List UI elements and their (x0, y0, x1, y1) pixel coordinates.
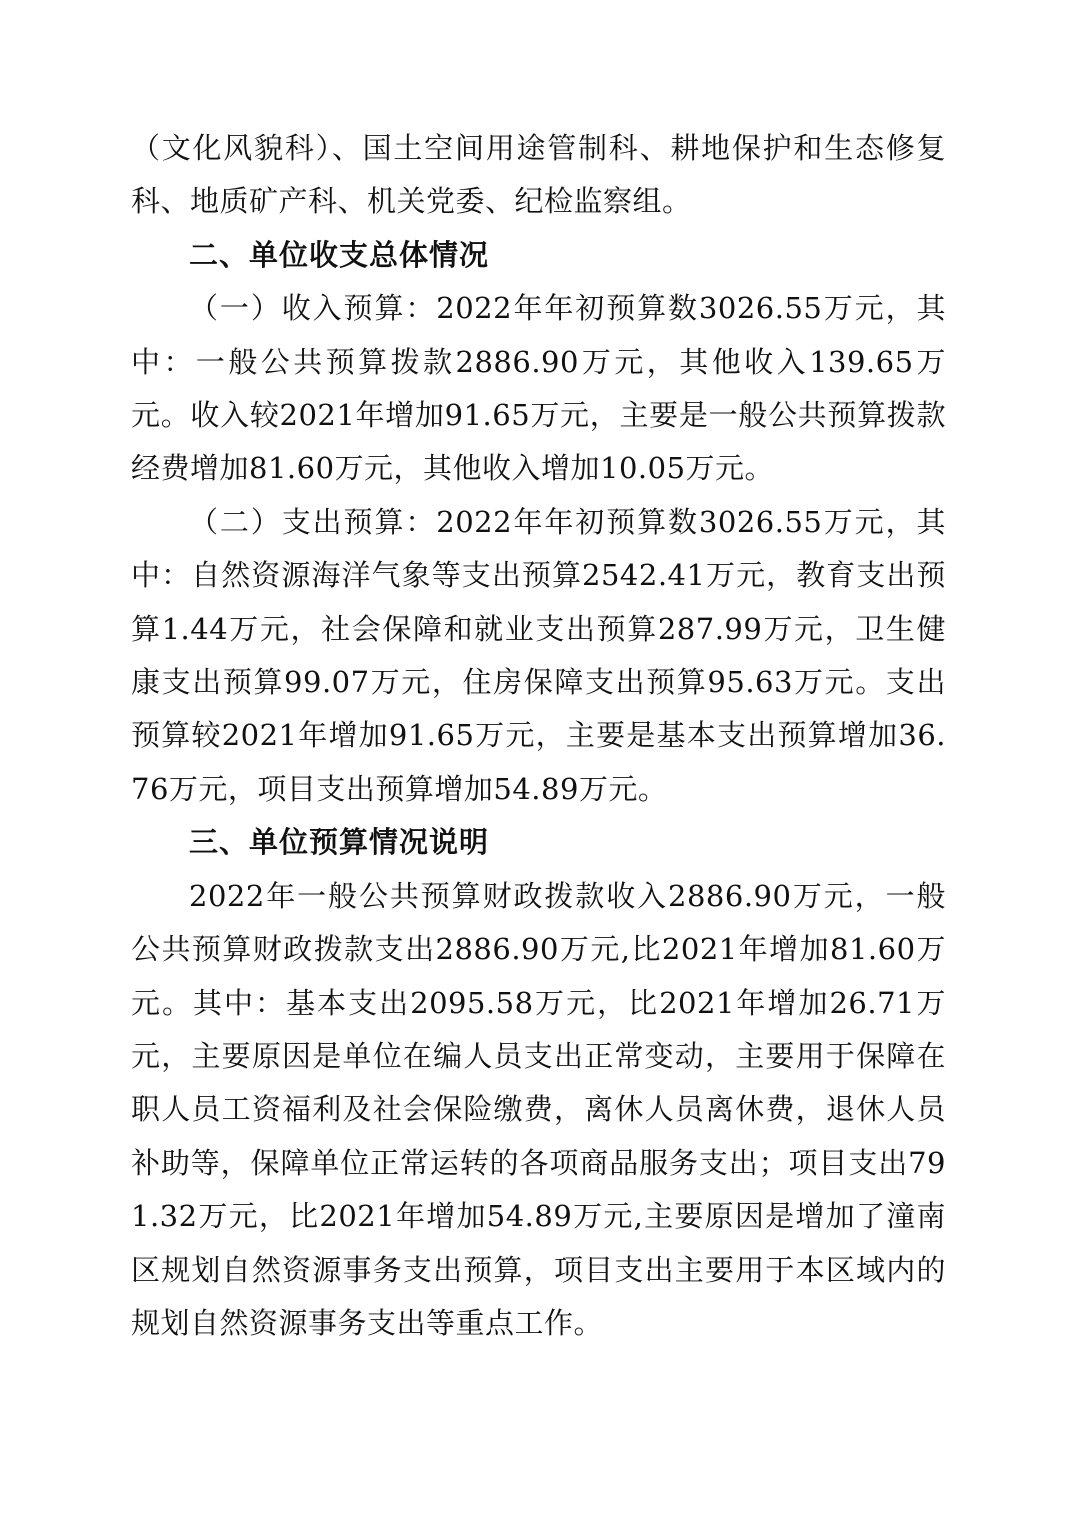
section-2-heading: 二、单位收支总体情况 (189, 237, 490, 272)
document-body (131, 122, 946, 1350)
budget-explanation-paragraph: 2022年一般公共预算财政拨款收入2886.90万元，一般公共预算财政拨款支出2886.90万元,比2021年增加81.60万元。其中：基本支出2095.58万元，比2021年增加26.71万元，主要原因是单位在编人员支出正常变动，主要用于保障在职人员工资福利及社会保险缴费，离休人员离休费，退休人员补助等，保障单位正常运转的各项商品服务支出；项目支出791.32万元，比2021年增加54.89万元,主要原因是增加了潼南区规划自然资源事务支出预算，项目支出主要用于本区域内的规划自然资源事务支出等重点工作。 (131, 878, 946, 1340)
section-3-heading: 三、单位预算情况说明 (189, 825, 490, 860)
income-budget-paragraph: （一）收入预算：2022年年初预算数3026.55万元，其中：一般公共预算拨款2886.90万元，其他收入139.65万元。收入较2021年增加91.65万元，主要是一般公共预算拨款经费增加81.60万元，其他收入增加10.05万元。 (131, 291, 946, 486)
intro-continuation-paragraph: （文化风貌科）、国土空间用途管制科、耕地保护和生态修复科、地质矿产科、机关党委、纪检监察组。 (131, 131, 946, 219)
expense-budget-paragraph: （二）支出预算：2022年年初预算数3026.55万元，其中：自然资源海洋气象等支出预算2542.41万元，教育支出预算1.44万元，社会保障和就业支出预算287.99万元，卫生健康支出预算99.07万元，住房保障支出预算95.63万元。支出预算较2021年增加91.65万元，主要是基本支出预算增加36.76万元，项目支出预算增加54.89万元。 (131, 504, 946, 806)
